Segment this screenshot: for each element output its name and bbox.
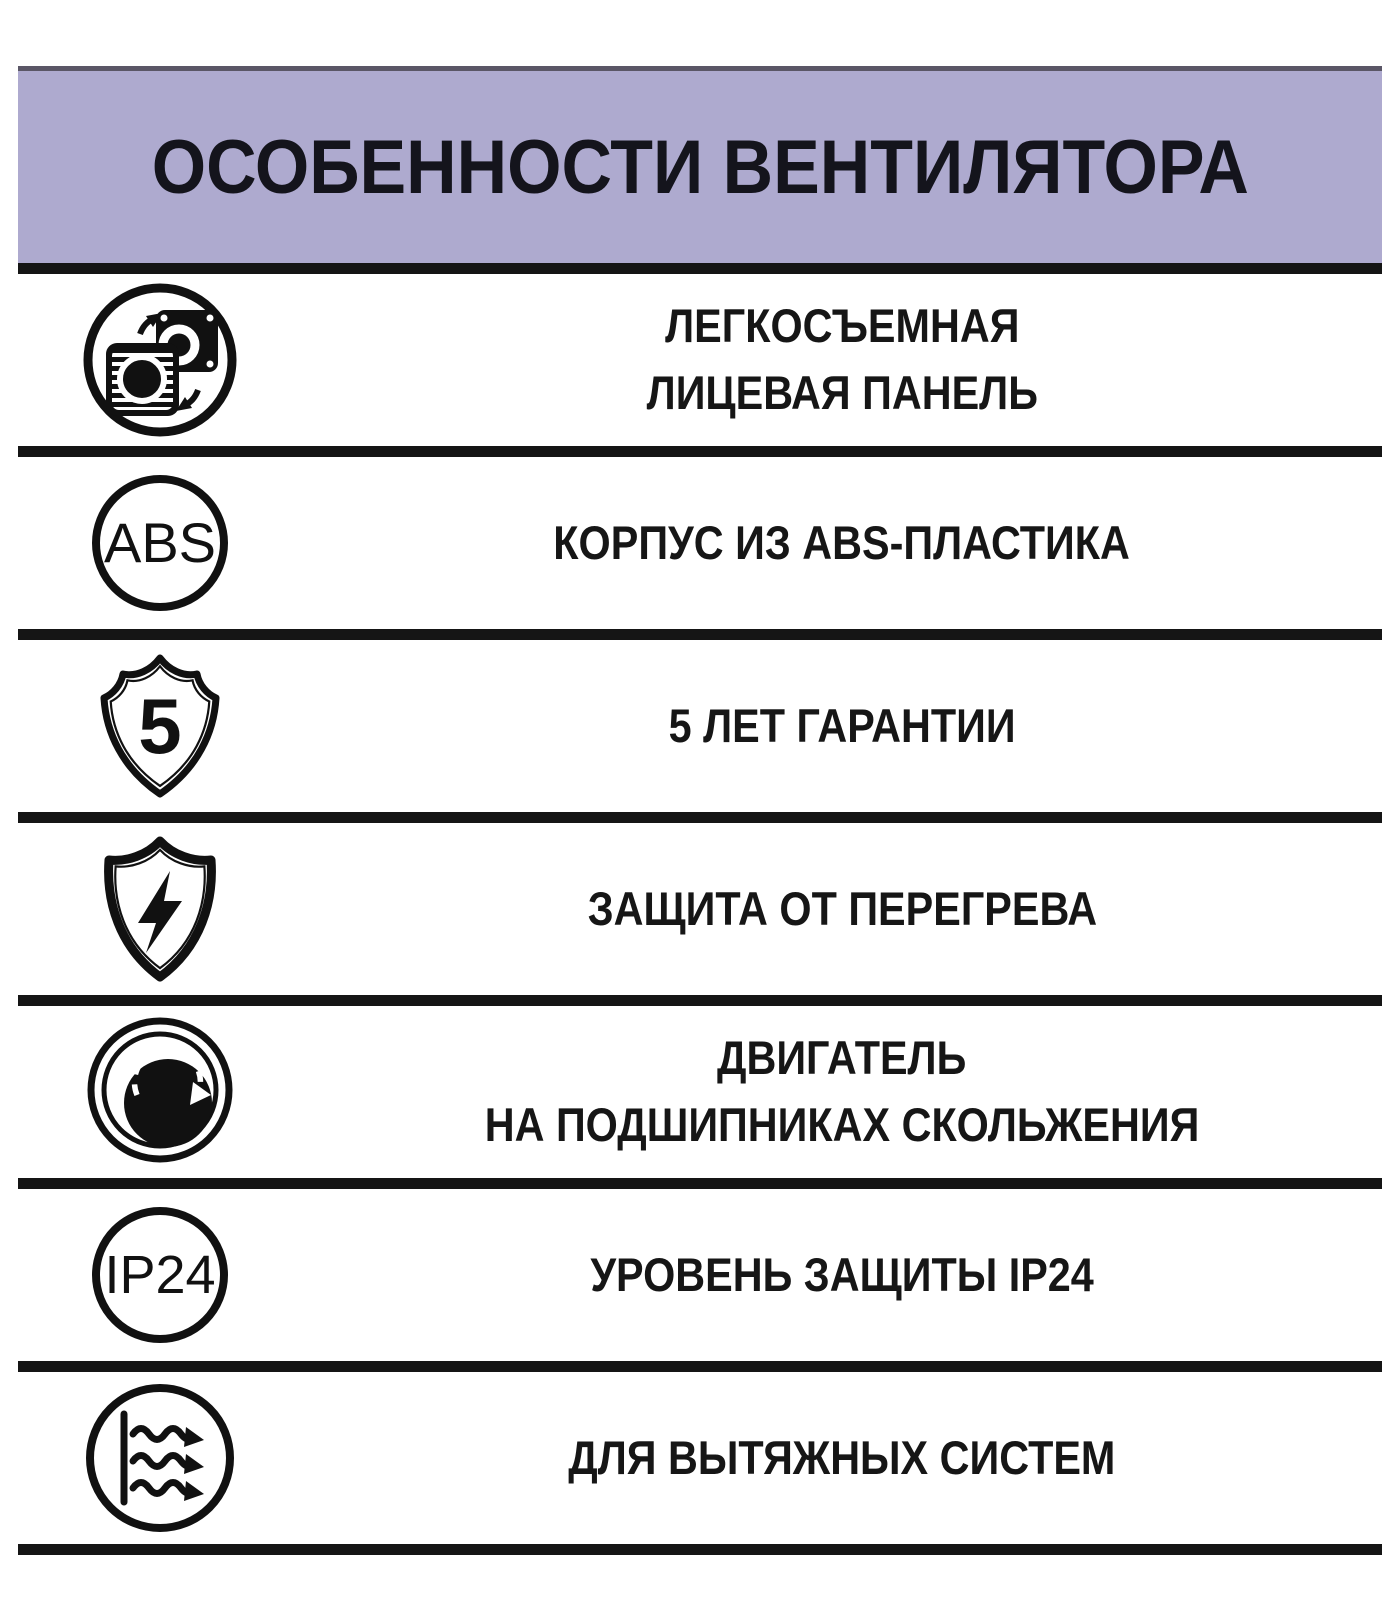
divider: [18, 629, 1382, 640]
page-title: ОСОБЕННОСТИ ВЕНТИЛЯТОРА: [151, 124, 1249, 210]
feature-row-exhaust-systems: [18, 1372, 1382, 1544]
header-band: [18, 66, 1382, 263]
feature-row-sliding-bearings: [18, 1006, 1382, 1178]
warranty-5-years-shield-icon: [18, 646, 302, 806]
abs-icon-label: ABS: [103, 511, 217, 574]
feature-row-warranty: [18, 640, 1382, 812]
ip24-icon-label: IP24: [104, 1245, 216, 1305]
feature-row-ip24: [18, 1189, 1382, 1361]
divider: [18, 812, 1382, 823]
feature-text: УРОВЕНЬ ЗАЩИТЫ IP24: [590, 1247, 1094, 1301]
feature-text: КОРПУС ИЗ ABS-ПЛАСТИКА: [553, 515, 1131, 569]
divider: [18, 1544, 1382, 1555]
warranty-icon-label: 5: [138, 682, 182, 770]
feature-text: ЛЕГКОСЪЕМНАЯ ЛИЦЕВАЯ ПАНЕЛЬ: [646, 299, 1038, 419]
removable-front-panel-icon: [18, 280, 302, 440]
feature-row-overheat-protection: [18, 823, 1382, 995]
divider: [18, 263, 1382, 274]
abs-plastic-icon: [18, 463, 302, 623]
divider: [18, 995, 1382, 1006]
feature-text: ДВИГАТЕЛЬ НА ПОДШИПНИКАХ СКОЛЬЖЕНИЯ: [484, 1031, 1200, 1151]
feature-text: ДЛЯ ВЫТЯЖНЫХ СИСТЕМ: [568, 1430, 1116, 1484]
feature-row-abs-body: [18, 457, 1382, 629]
overheat-protection-shield-icon: [18, 829, 302, 989]
ip24-protection-icon: [18, 1195, 302, 1355]
divider: [18, 1361, 1382, 1372]
feature-row-removable-panel: [18, 274, 1382, 446]
feature-text: 5 ЛЕТ ГАРАНТИИ: [668, 698, 1016, 752]
divider: [18, 1178, 1382, 1189]
feature-text: ЗАЩИТА ОТ ПЕРЕГРЕВА: [587, 881, 1097, 935]
divider: [18, 446, 1382, 457]
exhaust-systems-airflow-icon: [18, 1378, 302, 1538]
sliding-bearings-motor-icon: [18, 1012, 302, 1172]
